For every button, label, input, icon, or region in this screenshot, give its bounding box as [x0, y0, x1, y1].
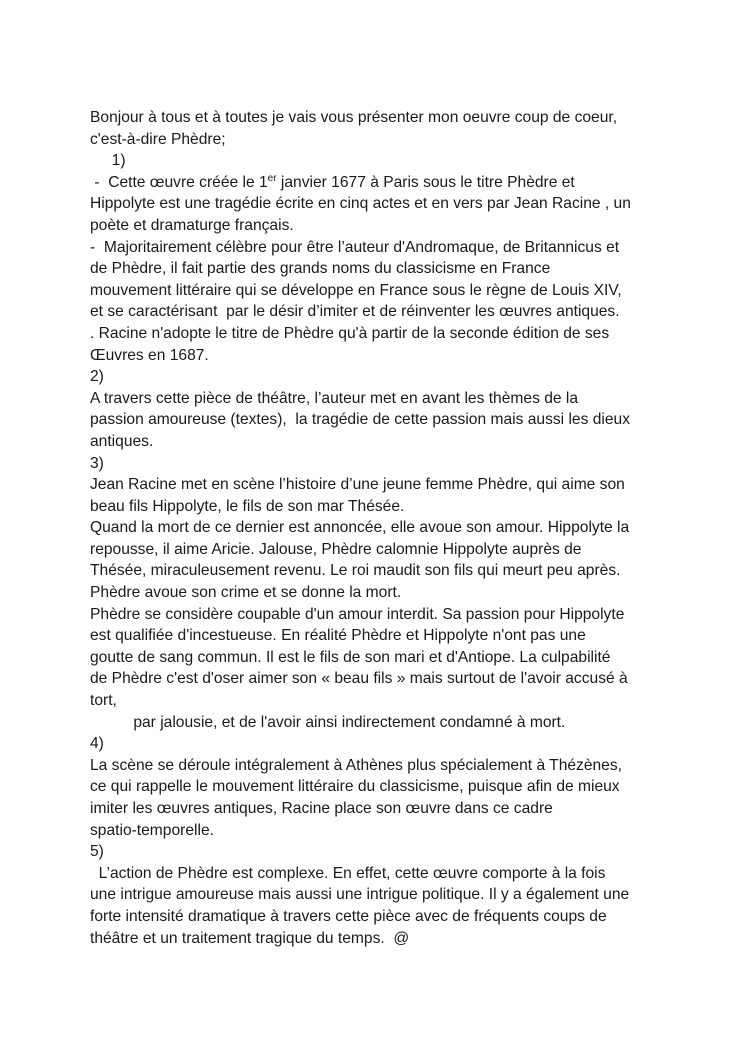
text-line: ce qui rappelle le mouvement littéraire du classicisme, puisque afin de mieux	[90, 778, 620, 796]
text-line: La scène se déroule intégralement à Athènes plus spécialement à Thézènes,	[90, 756, 622, 774]
text-line: L’action de Phèdre est complexe. En effet, cette œuvre comporte à la fois	[90, 864, 606, 882]
text-line: c'est-à-dire Phèdre;	[90, 130, 226, 148]
text-line: une intrigue amoureuse mais aussi une intrigue politique. Il y a également une	[90, 886, 630, 904]
text-line	[90, 172, 680, 194]
text-line: goutte de sang commun. Il est le fils de son mari et d'Antiope. La culpabilité	[90, 648, 611, 666]
text-line: A travers cette pièce de théâtre, l’auteur met en avant les thèmes de la	[90, 389, 579, 407]
text-line: - Majoritairement célèbre pour être l’auteur d'Andromaque, de Britannicus et	[90, 238, 620, 256]
text-line: repousse, il aime Aricie. Jalouse, Phèdre calomnie Hippolyte auprès de	[90, 540, 582, 558]
text-line: poète et dramaturge français.	[90, 216, 294, 234]
text-line: Jean Racine met en scène l’histoire d’une jeune femme Phèdre, qui aime son	[90, 476, 625, 494]
text-line: passion amoureuse (textes), la tragédie de cette passion mais aussi les dieux	[90, 411, 631, 429]
text-line: Phèdre se considère coupable d'un amour interdit. Sa passion pour Hippolyte	[90, 605, 625, 623]
text-line: de Phèdre, il fait partie des grands noms du classicisme en France	[90, 260, 551, 278]
text-line: mouvement littéraire qui se développe en France sous le règne de Louis XIV,	[90, 281, 622, 299]
text-fragment: - Cette œuvre créée le 1	[90, 173, 268, 191]
section-number: 3)	[90, 454, 104, 472]
text-line: de Phèdre c'est d'oser aimer son « beau fils » mais surtout de l'avoir accusé à	[90, 670, 628, 688]
section-number: 2)	[90, 368, 104, 386]
document-body	[90, 107, 680, 949]
text-line: Thésée, miraculeusement revenu. Le roi maudit son fils qui meurt peu après.	[90, 562, 621, 580]
text-line: est qualifiée d'incestueuse. En réalité Phèdre et Hippolyte n'ont pas une	[90, 627, 586, 645]
text-line: et se caractérisant par le désir d’imiter et de réinventer les œuvres antiques.	[90, 303, 620, 321]
text-line: antiques.	[90, 432, 154, 450]
text-line: Hippolyte est une tragédie écrite en cinq actes et en vers par Jean Racine , un	[90, 195, 631, 213]
superscript: er	[267, 172, 277, 184]
section-number: 1)	[90, 152, 126, 170]
text-line: imiter les œuvres antiques, Racine place son œuvre dans ce cadre	[90, 800, 553, 817]
section-number: 5)	[90, 843, 104, 861]
section-number: 4)	[90, 735, 104, 753]
text-fragment: janvier 1677 à Paris sous le titre Phèdre et	[276, 173, 575, 191]
text-line: beau fils Hippolyte, le fils de son mar Thésée.	[90, 497, 405, 515]
text-line: Œuvres en 1687.	[90, 346, 209, 364]
text-line: spatio-temporelle.	[90, 821, 214, 839]
text-line: Bonjour à tous et à toutes je vais vous présenter mon oeuvre coup de coeur,	[90, 109, 618, 126]
text-line: Phèdre avoue son crime et se donne la mort.	[90, 584, 402, 602]
text-line: théâtre et un traitement tragique du temps. @	[90, 929, 410, 947]
text-line: tort,	[90, 692, 117, 710]
text-line: Quand la mort de ce dernier est annoncée, elle avoue son amour. Hippolyte la	[90, 519, 630, 537]
text-line: par jalousie, et de l'avoir ainsi indirectement condamné à mort.	[90, 713, 566, 731]
text-line: forte intensité dramatique à travers cette pièce avec de fréquents coups de	[90, 907, 607, 925]
text-line: . Racine n'adopte le titre de Phèdre qu'à partir de la seconde édition de ses	[90, 324, 610, 342]
